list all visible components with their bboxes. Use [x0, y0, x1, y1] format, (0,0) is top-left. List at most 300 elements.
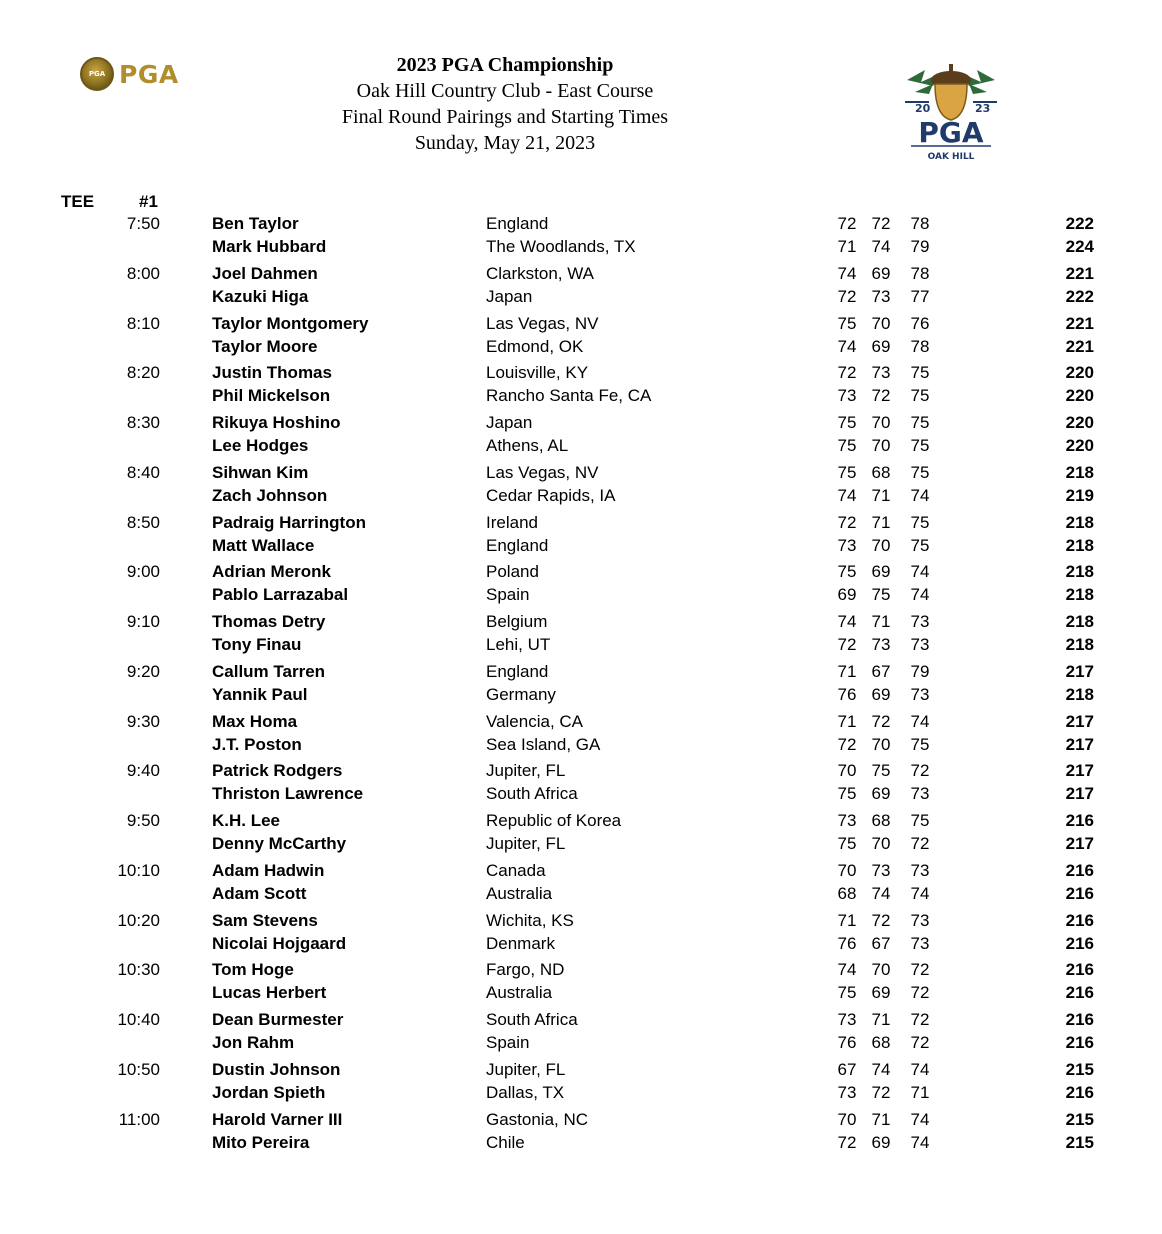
total-score: 216 [1065, 960, 1094, 980]
tee-time: 10:30 [117, 960, 160, 980]
pga-oak-hill-logo [895, 60, 1007, 168]
round-1-score: 69 [837, 585, 857, 605]
page-subtitle: Final Round Pairings and Starting Times [341, 106, 669, 128]
pga-seal-text: PGA [88, 70, 106, 78]
player-hometown: Japan [486, 286, 533, 306]
round-3-score: 79 [910, 237, 930, 256]
pairing-group [0, 1058, 1162, 1108]
round-2-score: 70 [871, 834, 891, 853]
player-row [0, 1058, 1162, 1081]
total-score: 224 [1065, 237, 1094, 256]
round-1-score: 76 [837, 1033, 857, 1052]
total-score: 218 [1065, 612, 1094, 631]
round-3-score: 75 [910, 413, 930, 432]
round-1-score: 74 [837, 485, 857, 505]
round-2-score: 75 [871, 761, 891, 781]
tee-time: 9:10 [126, 612, 160, 631]
round-3-score: 74 [910, 711, 930, 731]
round-3-score: 75 [910, 811, 930, 830]
round-2-score: 69 [871, 263, 891, 283]
round-2-score: 67 [871, 661, 891, 681]
player-row [0, 560, 1162, 583]
player-row [0, 859, 1162, 882]
round-1-score: 75 [837, 562, 857, 582]
round-3-score: 77 [910, 286, 930, 306]
player-name: Kazuki Higa [212, 286, 309, 306]
round-2-score: 75 [871, 585, 891, 605]
player-hometown: Spain [486, 1033, 530, 1052]
round-2-score: 71 [871, 612, 891, 631]
round-1-score: 75 [837, 313, 857, 333]
player-hometown: Australia [486, 883, 553, 903]
tee-time: 10:10 [117, 860, 160, 880]
logo-word: PGA [918, 116, 984, 149]
total-score: 216 [1065, 1033, 1094, 1052]
pairings-list [0, 212, 1162, 1157]
player-name: Sam Stevens [212, 910, 318, 930]
player-name: Sihwan Kim [212, 462, 309, 482]
total-score: 221 [1065, 313, 1094, 333]
player-name: Pablo Larrazabal [212, 585, 349, 605]
player-name: Jon Rahm [212, 1033, 295, 1052]
round-2-score: 69 [871, 562, 891, 582]
player-hometown: Rancho Santa Fe, CA [486, 386, 652, 406]
player-name: Denny McCarthy [212, 834, 347, 853]
round-3-score: 78 [910, 214, 930, 233]
player-hometown: England [486, 661, 549, 681]
round-2-score: 71 [871, 1010, 891, 1029]
player-name: Lucas Herbert [212, 983, 327, 1003]
player-row [0, 683, 1162, 706]
player-row [0, 782, 1162, 805]
player-row [0, 958, 1162, 981]
round-2-score: 70 [871, 960, 891, 980]
player-name: Rikuya Hoshino [212, 413, 341, 432]
player-name: Tom Hoge [212, 960, 294, 980]
player-hometown: Cedar Rapids, IA [486, 485, 616, 505]
total-score: 218 [1065, 684, 1094, 704]
round-2-score: 69 [871, 983, 891, 1003]
tee-time: 9:20 [126, 661, 160, 681]
total-score: 220 [1065, 436, 1094, 455]
player-hometown: Valencia, CA [486, 711, 584, 731]
pairing-group [0, 660, 1162, 710]
page-title: 2023 PGA Championship [396, 54, 614, 76]
player-name: Matt Wallace [212, 535, 315, 555]
total-score: 217 [1065, 661, 1094, 681]
player-row [0, 484, 1162, 507]
player-name: Thriston Lawrence [212, 784, 364, 804]
player-row [0, 212, 1162, 235]
round-3-score: 78 [910, 336, 930, 356]
round-2-score: 70 [871, 535, 891, 555]
player-row [0, 411, 1162, 434]
round-1-score: 70 [837, 761, 857, 781]
pairing-group [0, 212, 1162, 262]
round-3-score: 75 [910, 436, 930, 455]
round-1-score: 74 [837, 612, 857, 631]
round-2-score: 70 [871, 734, 891, 754]
player-name: Nicolai Hojgaard [212, 933, 347, 953]
player-name: Taylor Moore [212, 336, 318, 356]
round-3-score: 75 [910, 462, 930, 482]
pairing-group [0, 610, 1162, 660]
total-score: 215 [1065, 1109, 1094, 1129]
player-row [0, 583, 1162, 606]
round-2-score: 68 [871, 462, 891, 482]
player-name: Dustin Johnson [212, 1059, 341, 1079]
logo-subtext: OAK HILL [927, 152, 975, 162]
round-2-score: 70 [871, 436, 891, 455]
player-name: Mito Pereira [212, 1132, 310, 1152]
player-hometown: South Africa [486, 784, 578, 804]
player-hometown: Clarkston, WA [486, 263, 595, 283]
round-1-score: 71 [837, 711, 857, 731]
player-row [0, 733, 1162, 756]
pairing-group [0, 958, 1162, 1008]
player-row [0, 909, 1162, 932]
player-hometown: Louisville, KY [486, 363, 589, 383]
tee-time: 8:10 [126, 313, 160, 333]
round-1-score: 72 [837, 635, 857, 654]
player-hometown: Dallas, TX [486, 1082, 565, 1102]
pairing-group [0, 759, 1162, 809]
total-score: 215 [1065, 1059, 1094, 1079]
player-row [0, 1131, 1162, 1154]
round-3-score: 75 [910, 535, 930, 555]
round-1-score: 72 [837, 734, 857, 754]
round-2-score: 71 [871, 512, 891, 532]
pga-seal-icon [80, 57, 114, 91]
total-score: 221 [1065, 263, 1094, 283]
player-hometown: Lehi, UT [486, 635, 551, 654]
player-row [0, 285, 1162, 308]
round-3-score: 74 [910, 1132, 930, 1152]
round-1-score: 76 [837, 684, 857, 704]
total-score: 220 [1065, 363, 1094, 383]
round-1-score: 72 [837, 214, 857, 233]
player-hometown: England [486, 214, 549, 233]
player-hometown: Fargo, ND [486, 960, 565, 980]
round-1-score: 75 [837, 462, 857, 482]
round-3-score: 73 [910, 684, 930, 704]
player-row [0, 461, 1162, 484]
round-3-score: 72 [910, 960, 930, 980]
total-score: 218 [1065, 562, 1094, 582]
player-hometown: Sea Island, GA [486, 734, 601, 754]
round-2-score: 69 [871, 684, 891, 704]
player-hometown: Edmond, OK [486, 336, 584, 356]
round-1-score: 72 [837, 1132, 857, 1152]
tee-time: 10:50 [117, 1059, 160, 1079]
round-1-score: 72 [837, 512, 857, 532]
player-row [0, 312, 1162, 335]
player-row [0, 809, 1162, 832]
total-score: 219 [1065, 485, 1094, 505]
round-3-score: 72 [910, 834, 930, 853]
player-row [0, 759, 1162, 782]
total-score: 218 [1065, 512, 1094, 532]
round-1-score: 75 [837, 436, 857, 455]
round-3-score: 79 [910, 661, 930, 681]
round-2-score: 69 [871, 336, 891, 356]
pga-logo-left [80, 52, 210, 96]
player-hometown: Germany [486, 684, 556, 704]
round-1-score: 72 [837, 286, 857, 306]
player-hometown: Poland [486, 562, 539, 582]
player-name: Mark Hubbard [212, 237, 327, 256]
round-1-score: 76 [837, 933, 857, 953]
player-name: Max Homa [212, 711, 298, 731]
round-2-score: 74 [871, 237, 891, 256]
round-2-score: 68 [871, 1033, 891, 1052]
course-name: Oak Hill Country Club - East Course [356, 80, 654, 102]
round-1-score: 75 [837, 983, 857, 1003]
round-1-score: 71 [837, 237, 857, 256]
tee-time: 9:00 [126, 562, 160, 582]
pairing-group [0, 312, 1162, 362]
round-2-score: 72 [871, 386, 891, 406]
player-row [0, 610, 1162, 633]
round-2-score: 72 [871, 1082, 891, 1102]
round-1-score: 75 [837, 784, 857, 804]
total-score: 216 [1065, 1082, 1094, 1102]
round-2-score: 74 [871, 1059, 891, 1079]
player-hometown: Japan [486, 413, 533, 432]
total-score: 217 [1065, 784, 1094, 804]
player-row [0, 1031, 1162, 1054]
player-name: J.T. Poston [212, 734, 302, 754]
player-name: Phil Mickelson [212, 386, 331, 406]
player-row [0, 882, 1162, 905]
player-row [0, 832, 1162, 855]
player-row [0, 1108, 1162, 1131]
player-row [0, 511, 1162, 534]
total-score: 217 [1065, 761, 1094, 781]
round-2-score: 73 [871, 363, 891, 383]
tee-time: 8:50 [126, 512, 160, 532]
tee-time: 8:40 [126, 462, 160, 482]
player-name: Patrick Rodgers [212, 761, 343, 781]
player-hometown: Athens, AL [486, 436, 569, 455]
player-row [0, 262, 1162, 285]
pairing-group [0, 710, 1162, 760]
pairing-group [0, 461, 1162, 511]
player-name: Zach Johnson [212, 485, 328, 505]
player-row [0, 660, 1162, 683]
round-1-score: 73 [837, 535, 857, 555]
round-1-score: 75 [837, 413, 857, 432]
round-2-score: 72 [871, 711, 891, 731]
tee-time: 9:40 [126, 761, 160, 781]
pairing-group [0, 262, 1162, 312]
total-score: 216 [1065, 983, 1094, 1003]
total-score: 217 [1065, 834, 1094, 853]
round-3-score: 75 [910, 386, 930, 406]
player-hometown: Australia [486, 983, 553, 1003]
player-row [0, 932, 1162, 955]
round-1-score: 74 [837, 263, 857, 283]
round-2-score: 71 [871, 1109, 891, 1129]
player-row [0, 710, 1162, 733]
player-row [0, 633, 1162, 656]
round-1-score: 70 [837, 1109, 857, 1129]
round-date: Sunday, May 21, 2023 [414, 132, 596, 154]
round-3-score: 73 [910, 933, 930, 953]
total-score: 218 [1065, 635, 1094, 654]
total-score: 217 [1065, 711, 1094, 731]
total-score: 218 [1065, 462, 1094, 482]
round-3-score: 75 [910, 363, 930, 383]
round-2-score: 74 [871, 883, 891, 903]
total-score: 217 [1065, 734, 1094, 754]
round-1-score: 74 [837, 960, 857, 980]
player-name: Callum Tarren [212, 661, 326, 681]
pga-logo-word: PGA [119, 59, 179, 89]
pairing-group [0, 909, 1162, 959]
total-score: 216 [1065, 933, 1094, 953]
round-2-score: 70 [871, 313, 891, 333]
total-score: 220 [1065, 413, 1094, 432]
player-row [0, 534, 1162, 557]
round-3-score: 74 [910, 562, 930, 582]
player-row [0, 361, 1162, 384]
player-row [0, 1008, 1162, 1031]
player-hometown: England [486, 535, 549, 555]
player-name: Tony Finau [212, 635, 302, 654]
player-row [0, 981, 1162, 1004]
round-2-score: 69 [871, 784, 891, 804]
round-3-score: 71 [910, 1082, 930, 1102]
round-2-score: 70 [871, 413, 891, 432]
round-3-score: 72 [910, 761, 930, 781]
total-score: 216 [1065, 1010, 1094, 1029]
hole-column-header: #1 [139, 192, 158, 211]
player-name: Padraig Harrington [212, 512, 366, 532]
player-name: Yannik Paul [212, 684, 308, 704]
player-hometown: Gastonia, NC [486, 1109, 589, 1129]
player-row [0, 235, 1162, 258]
round-2-score: 69 [871, 1132, 891, 1152]
pairing-group [0, 859, 1162, 909]
round-3-score: 78 [910, 263, 930, 283]
player-name: Adam Scott [212, 883, 307, 903]
round-3-score: 73 [910, 860, 930, 880]
tee-time: 9:50 [126, 811, 160, 830]
player-name: Taylor Montgomery [212, 313, 369, 333]
player-row [0, 1081, 1162, 1104]
pairing-group [0, 361, 1162, 411]
total-score: 220 [1065, 386, 1094, 406]
round-3-score: 72 [910, 1010, 930, 1029]
round-2-score: 71 [871, 485, 891, 505]
player-name: Adrian Meronk [212, 562, 332, 582]
player-name: Jordan Spieth [212, 1082, 326, 1102]
round-3-score: 74 [910, 1059, 930, 1079]
total-score: 216 [1065, 811, 1094, 830]
total-score: 216 [1065, 910, 1094, 930]
total-score: 216 [1065, 883, 1094, 903]
round-3-score: 72 [910, 1033, 930, 1052]
player-name: Harold Varner III [212, 1109, 343, 1129]
tee-column-header: TEE [61, 192, 95, 211]
document-header [300, 52, 710, 156]
tee-time: 10:20 [117, 910, 160, 930]
round-2-score: 73 [871, 635, 891, 654]
round-3-score: 73 [910, 612, 930, 631]
round-1-score: 73 [837, 811, 857, 830]
round-1-score: 73 [837, 386, 857, 406]
player-hometown: Belgium [486, 612, 548, 631]
round-2-score: 72 [871, 910, 891, 930]
player-hometown: The Woodlands, TX [486, 237, 636, 256]
tee-time: 8:30 [126, 413, 160, 432]
round-3-score: 73 [910, 784, 930, 804]
total-score: 216 [1065, 860, 1094, 880]
total-score: 218 [1065, 585, 1094, 605]
round-1-score: 70 [837, 860, 857, 880]
total-score: 218 [1065, 535, 1094, 555]
player-hometown: Jupiter, FL [486, 761, 566, 781]
round-1-score: 73 [837, 1010, 857, 1029]
round-1-score: 71 [837, 661, 857, 681]
round-1-score: 75 [837, 834, 857, 853]
round-3-score: 75 [910, 734, 930, 754]
round-2-score: 73 [871, 860, 891, 880]
round-2-score: 68 [871, 811, 891, 830]
round-1-score: 72 [837, 363, 857, 383]
tee-time: 11:00 [118, 1109, 160, 1129]
player-row [0, 384, 1162, 407]
player-hometown: Denmark [486, 933, 555, 953]
player-name: Thomas Detry [212, 612, 326, 631]
round-3-score: 75 [910, 512, 930, 532]
player-hometown: Ireland [486, 512, 538, 532]
pairing-group [0, 809, 1162, 859]
player-name: Adam Hadwin [212, 860, 325, 880]
total-score: 222 [1065, 286, 1094, 306]
round-1-score: 73 [837, 1082, 857, 1102]
player-hometown: Jupiter, FL [486, 1059, 566, 1079]
pairing-group [0, 1008, 1162, 1058]
player-hometown: Las Vegas, NV [486, 313, 599, 333]
player-name: K.H. Lee [212, 811, 281, 830]
player-hometown: Spain [486, 585, 530, 605]
round-3-score: 74 [910, 585, 930, 605]
total-score: 222 [1065, 214, 1094, 233]
round-1-score: 67 [837, 1059, 857, 1079]
round-1-score: 74 [837, 336, 857, 356]
round-2-score: 67 [871, 933, 891, 953]
round-2-score: 72 [871, 214, 891, 233]
tee-time: 9:30 [126, 711, 160, 731]
tee-time: 7:50 [126, 214, 160, 233]
player-hometown: South Africa [486, 1010, 578, 1029]
player-hometown: Republic of Korea [486, 811, 622, 830]
round-3-score: 72 [910, 983, 930, 1003]
player-hometown: Las Vegas, NV [486, 462, 599, 482]
player-row [0, 335, 1162, 358]
round-1-score: 71 [837, 910, 857, 930]
player-hometown: Jupiter, FL [486, 834, 566, 853]
player-hometown: Chile [486, 1132, 525, 1152]
round-3-score: 76 [910, 313, 930, 333]
player-hometown: Canada [486, 860, 546, 880]
pairing-group [0, 411, 1162, 461]
round-3-score: 74 [910, 485, 930, 505]
total-score: 215 [1065, 1132, 1094, 1152]
round-3-score: 73 [910, 910, 930, 930]
